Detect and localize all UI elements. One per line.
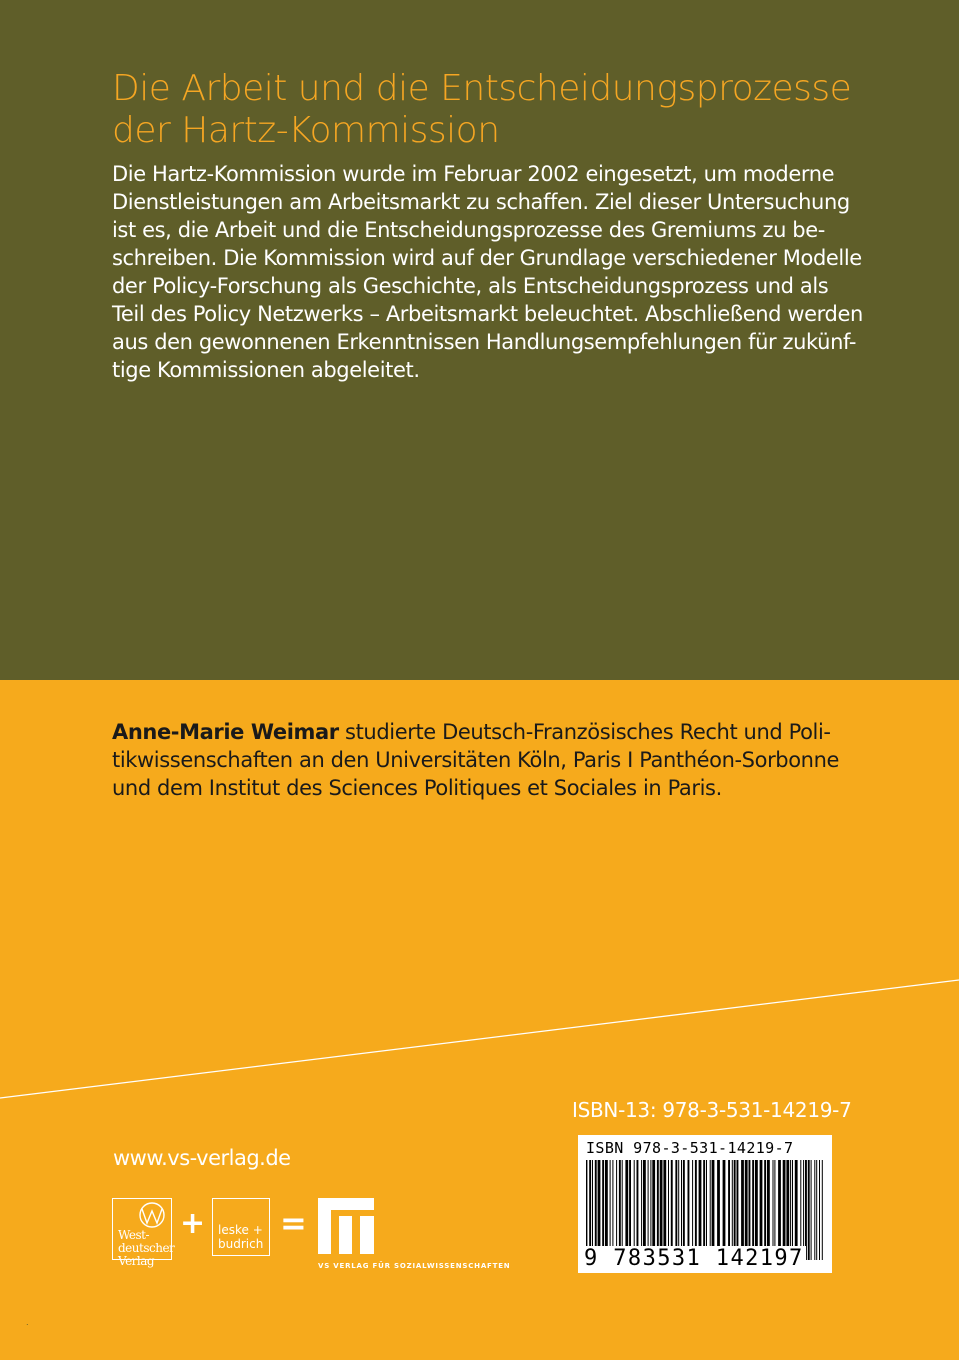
title-line: der Hartz-Kommission xyxy=(112,110,500,151)
vs-verlag-caption: VS VERLAG FÜR SOZIALWISSENSCHAFTEN xyxy=(318,1262,511,1270)
author-name: Anne-Marie Weimar xyxy=(112,720,339,744)
barcode-bar xyxy=(616,1160,617,1260)
barcode-bar xyxy=(760,1160,763,1260)
leske-budrich-logo xyxy=(212,1198,270,1256)
publisher-url[interactable]: www.vs-verlag.de xyxy=(113,1146,291,1170)
blurb-line: Teil des Policy Netzwerks – Arbeitsmarkt beleuchtet. Abschließend werden xyxy=(112,302,863,326)
barcode-bar xyxy=(629,1160,631,1260)
barcode-bar xyxy=(671,1160,673,1260)
barcode-bar xyxy=(634,1160,635,1260)
barcode-bar xyxy=(734,1160,736,1260)
vs-verlag-logo-icon xyxy=(318,1198,378,1258)
barcode-bar xyxy=(786,1160,789,1260)
blurb-line: aus den gewonnenen Erkenntnissen Handlungsempfehlungen für zukünf- xyxy=(112,330,857,354)
author-bio-line: tikwissenschaften an den Universitäten Köln, Paris I Panthéon-Sorbonne xyxy=(112,748,840,772)
barcode-bar xyxy=(650,1160,651,1260)
wdv-emblem-icon xyxy=(135,1201,169,1229)
barcode-bar xyxy=(732,1160,733,1260)
barcode-bar xyxy=(741,1160,744,1260)
barcode-bar xyxy=(808,1160,810,1260)
barcode-bar xyxy=(605,1160,608,1260)
barcode-bar xyxy=(752,1160,754,1260)
barcode-bar xyxy=(589,1160,591,1260)
barcode-bar xyxy=(703,1160,705,1260)
barcode-bar xyxy=(773,1160,774,1260)
wdv-text-line: Verlag xyxy=(118,1254,155,1268)
barcode-bar xyxy=(598,1160,601,1260)
barcode-bar xyxy=(681,1160,682,1260)
title-line: Die Arbeit und die Entscheidungsprozesse xyxy=(112,68,852,109)
blurb xyxy=(112,160,872,384)
book-title xyxy=(112,68,912,152)
blurb-line: ist es, die Arbeit und die Entscheidungsprozesse des Gremiums zu be- xyxy=(112,218,825,242)
barcode-bar xyxy=(778,1160,781,1260)
barcode-bar xyxy=(619,1160,621,1260)
blurb-line: der Policy-Forschung als Geschichte, als Entscheidungsprozess und als xyxy=(112,274,829,298)
blurb-line: Dienstleistungen am Arbeitsmarkt zu schaffen. Ziel dieser Untersuchung xyxy=(112,190,850,214)
barcode-bar xyxy=(712,1160,715,1260)
author-bio-text: studierte Deutsch-Französisches Recht und Poli- xyxy=(338,720,831,744)
barcode-bar xyxy=(586,1160,587,1260)
barcode-bar xyxy=(814,1160,815,1260)
barcode-bar xyxy=(643,1160,646,1260)
barcode-bar xyxy=(737,1160,739,1260)
barcode-bar xyxy=(795,1160,798,1260)
blurb-line: Die Hartz-Kommission wurde im Februar 2002 eingesetzt, um moderne xyxy=(112,162,835,186)
westdeutscher-verlag-logo xyxy=(112,1198,175,1268)
barcode-bar xyxy=(592,1160,593,1260)
blurb-line: schreiben. Die Kommission wird auf der Grundlage verschiedener Modelle xyxy=(112,246,862,270)
barcode-bar xyxy=(803,1160,804,1260)
author-bio-line xyxy=(112,718,872,746)
barcode xyxy=(578,1135,832,1273)
barcode-bar xyxy=(678,1160,679,1260)
wdv-text xyxy=(118,1229,174,1268)
barcode-bar xyxy=(652,1160,655,1260)
barcode-bar xyxy=(755,1160,758,1260)
barcode-bar xyxy=(816,1160,817,1260)
barcode-bar xyxy=(774,1160,775,1260)
wdv-text-line: West- xyxy=(118,1228,149,1242)
barcode-bar xyxy=(657,1160,659,1260)
corner-dot: . xyxy=(26,1318,29,1327)
plus-sign: + xyxy=(180,1206,206,1241)
barcode-bar xyxy=(625,1160,628,1260)
author-bio xyxy=(112,718,872,802)
barcode-bar xyxy=(790,1160,791,1260)
barcode-bar xyxy=(683,1160,685,1260)
barcode-bar xyxy=(660,1160,663,1260)
barcode-bar xyxy=(767,1160,770,1260)
barcode-bar xyxy=(612,1160,613,1260)
barcode-digits: 9 783531 142197 xyxy=(584,1246,804,1271)
barcode-bar xyxy=(822,1160,823,1260)
barcode-bar xyxy=(663,1160,666,1260)
barcode-bar xyxy=(699,1160,702,1260)
barcode-bar xyxy=(723,1160,726,1260)
barcode-bar xyxy=(668,1160,669,1260)
barcode-bar xyxy=(706,1160,707,1260)
blurb-line: tige Kommissionen abgeleitet. xyxy=(112,358,420,382)
barcode-bar xyxy=(717,1160,720,1260)
isbn-label: ISBN-13: 978-3-531-14219-7 xyxy=(572,1098,852,1122)
barcode-bar xyxy=(811,1160,812,1260)
barcode-bar xyxy=(805,1160,807,1260)
barcode-bar xyxy=(800,1160,801,1260)
barcode-bar xyxy=(792,1160,793,1260)
barcode-bar xyxy=(749,1160,751,1260)
equals-sign: = xyxy=(280,1204,307,1242)
barcode-bar xyxy=(692,1160,693,1260)
lb-text-line: leske + xyxy=(218,1223,263,1237)
barcode-bar xyxy=(622,1160,623,1260)
barcode-bar xyxy=(783,1160,786,1260)
barcode-bar xyxy=(610,1160,611,1260)
barcode-isbn-text: ISBN 978-3-531-14219-7 xyxy=(586,1139,794,1157)
barcode-bar xyxy=(648,1160,649,1260)
barcode-bar xyxy=(710,1160,711,1260)
author-bio-line: und dem Institut des Sciences Politiques et Sociales in Paris. xyxy=(112,776,722,800)
barcode-bar xyxy=(595,1160,597,1260)
barcode-bars xyxy=(586,1160,824,1260)
barcode-bar xyxy=(695,1160,697,1260)
barcode-bar xyxy=(745,1160,748,1260)
lb-text-line: budrich xyxy=(218,1237,264,1251)
barcode-bar xyxy=(675,1160,677,1260)
barcode-bar xyxy=(641,1160,642,1260)
barcode-bar xyxy=(637,1160,639,1260)
barcode-bar xyxy=(688,1160,690,1260)
wdv-text-line: deutscher xyxy=(118,1241,175,1255)
barcode-bar xyxy=(819,1160,820,1260)
barcode-bar xyxy=(602,1160,604,1260)
barcode-bar xyxy=(728,1160,730,1260)
barcode-bar xyxy=(764,1160,766,1260)
lb-text xyxy=(218,1223,263,1251)
